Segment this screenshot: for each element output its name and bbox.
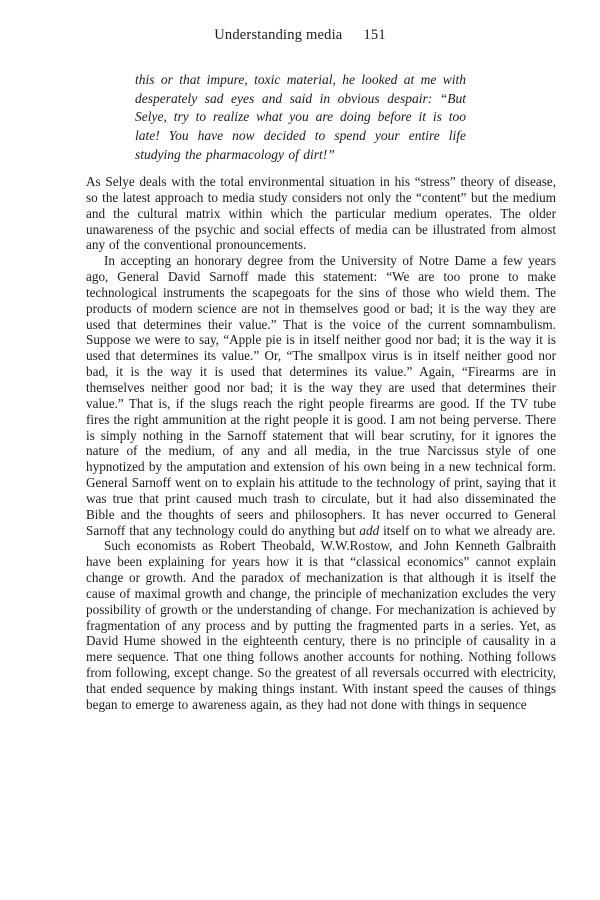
body-text — [86, 174, 556, 713]
paragraph-2 — [86, 253, 556, 538]
paragraph-3: Such economists as Robert Theobald, W.W.Rostow, and John Kenneth Galbraith have been explaining for years how it is that “classical economics” cannot explain change or growth. And the paradox of mechanization is that although it is itself the cause of maximal growth and change, the principle of mechanization excludes the very possibility of growth or the understanding of change. For mechanization is achieved by fragmentation of any process and by putting the fragmented parts in a series. Yet, as David Hume showed in the eighteenth century, there is no principle of causality in a mere sequence. That one thing follows another accounts for nothing. Nothing follows from following, except change. So the greatest of all reversals occurred with electricity, that ended sequence by making things instant. With instant speed the causes of things began to emerge to awareness again, as they had not done with things in sequence — [86, 538, 556, 712]
block-quote: this or that impure, toxic material, he looked at me with desperately sad eyes and said in obvious despair: “But Selye, try to realize what you are doing before it is too late! You have now decided to spend your entire life studying the pharmacology of dirt!” — [135, 72, 466, 162]
running-header-title: Understanding media — [214, 27, 343, 43]
page-number: 151 — [363, 27, 386, 43]
paragraph-1: As Selye deals with the total environmental situation in his “stress” theory of disease, so the latest approach to media study considers not only the “content” but the medium and the cultural matrix within which the particular medium operates. The older unawareness of the psychic and social effects of media can be illustrated from almost any of the conventional pronouncements. — [86, 174, 556, 253]
running-header — [0, 27, 600, 43]
emphasized-word: add — [359, 522, 380, 538]
paragraph-2-continuation: itself on to what we already are. — [379, 522, 556, 538]
paragraph-2-text: In accepting an honorary degree from the University of Notre Dame a few years ago, General David Sarnoff made this statement: “We are too prone to make technological instruments the scapegoats for the sins of those who wield them. The products of modern science are not in themselves good or bad; it is the way they are used that determines their value.” That is the voice of the current somnambulism. Suppose we were to say, “Apple pie is in itself neither good nor bad; it is the way it is used that determines its value.” Or, “The smallpox virus is in itself neither good nor bad, it is the way it is used that determines its value.” Again, “Firearms are in themselves neither good nor bad; it is the way they are used that determines their value.” That is, if the slugs reach the right people firearms are good. If the TV tube fires the right ammunition at the right people it is good. I am not being perverse. There is simply nothing in the Sarnoff statement that will bear scrutiny, for it ignores the nature of the medium, of any and all media, in the true Narcissus style of one hypnotized by the amputation and extension of his own being in a new technical form. General Sarnoff went on to explain his attitude to the technology of print, saying that it was true that print caused much trash to circulate, but it had also disseminated the Bible and the thoughts of seers and philosophers. It has never occurred to General Sarnoff that any technology could do anything but — [86, 253, 556, 538]
